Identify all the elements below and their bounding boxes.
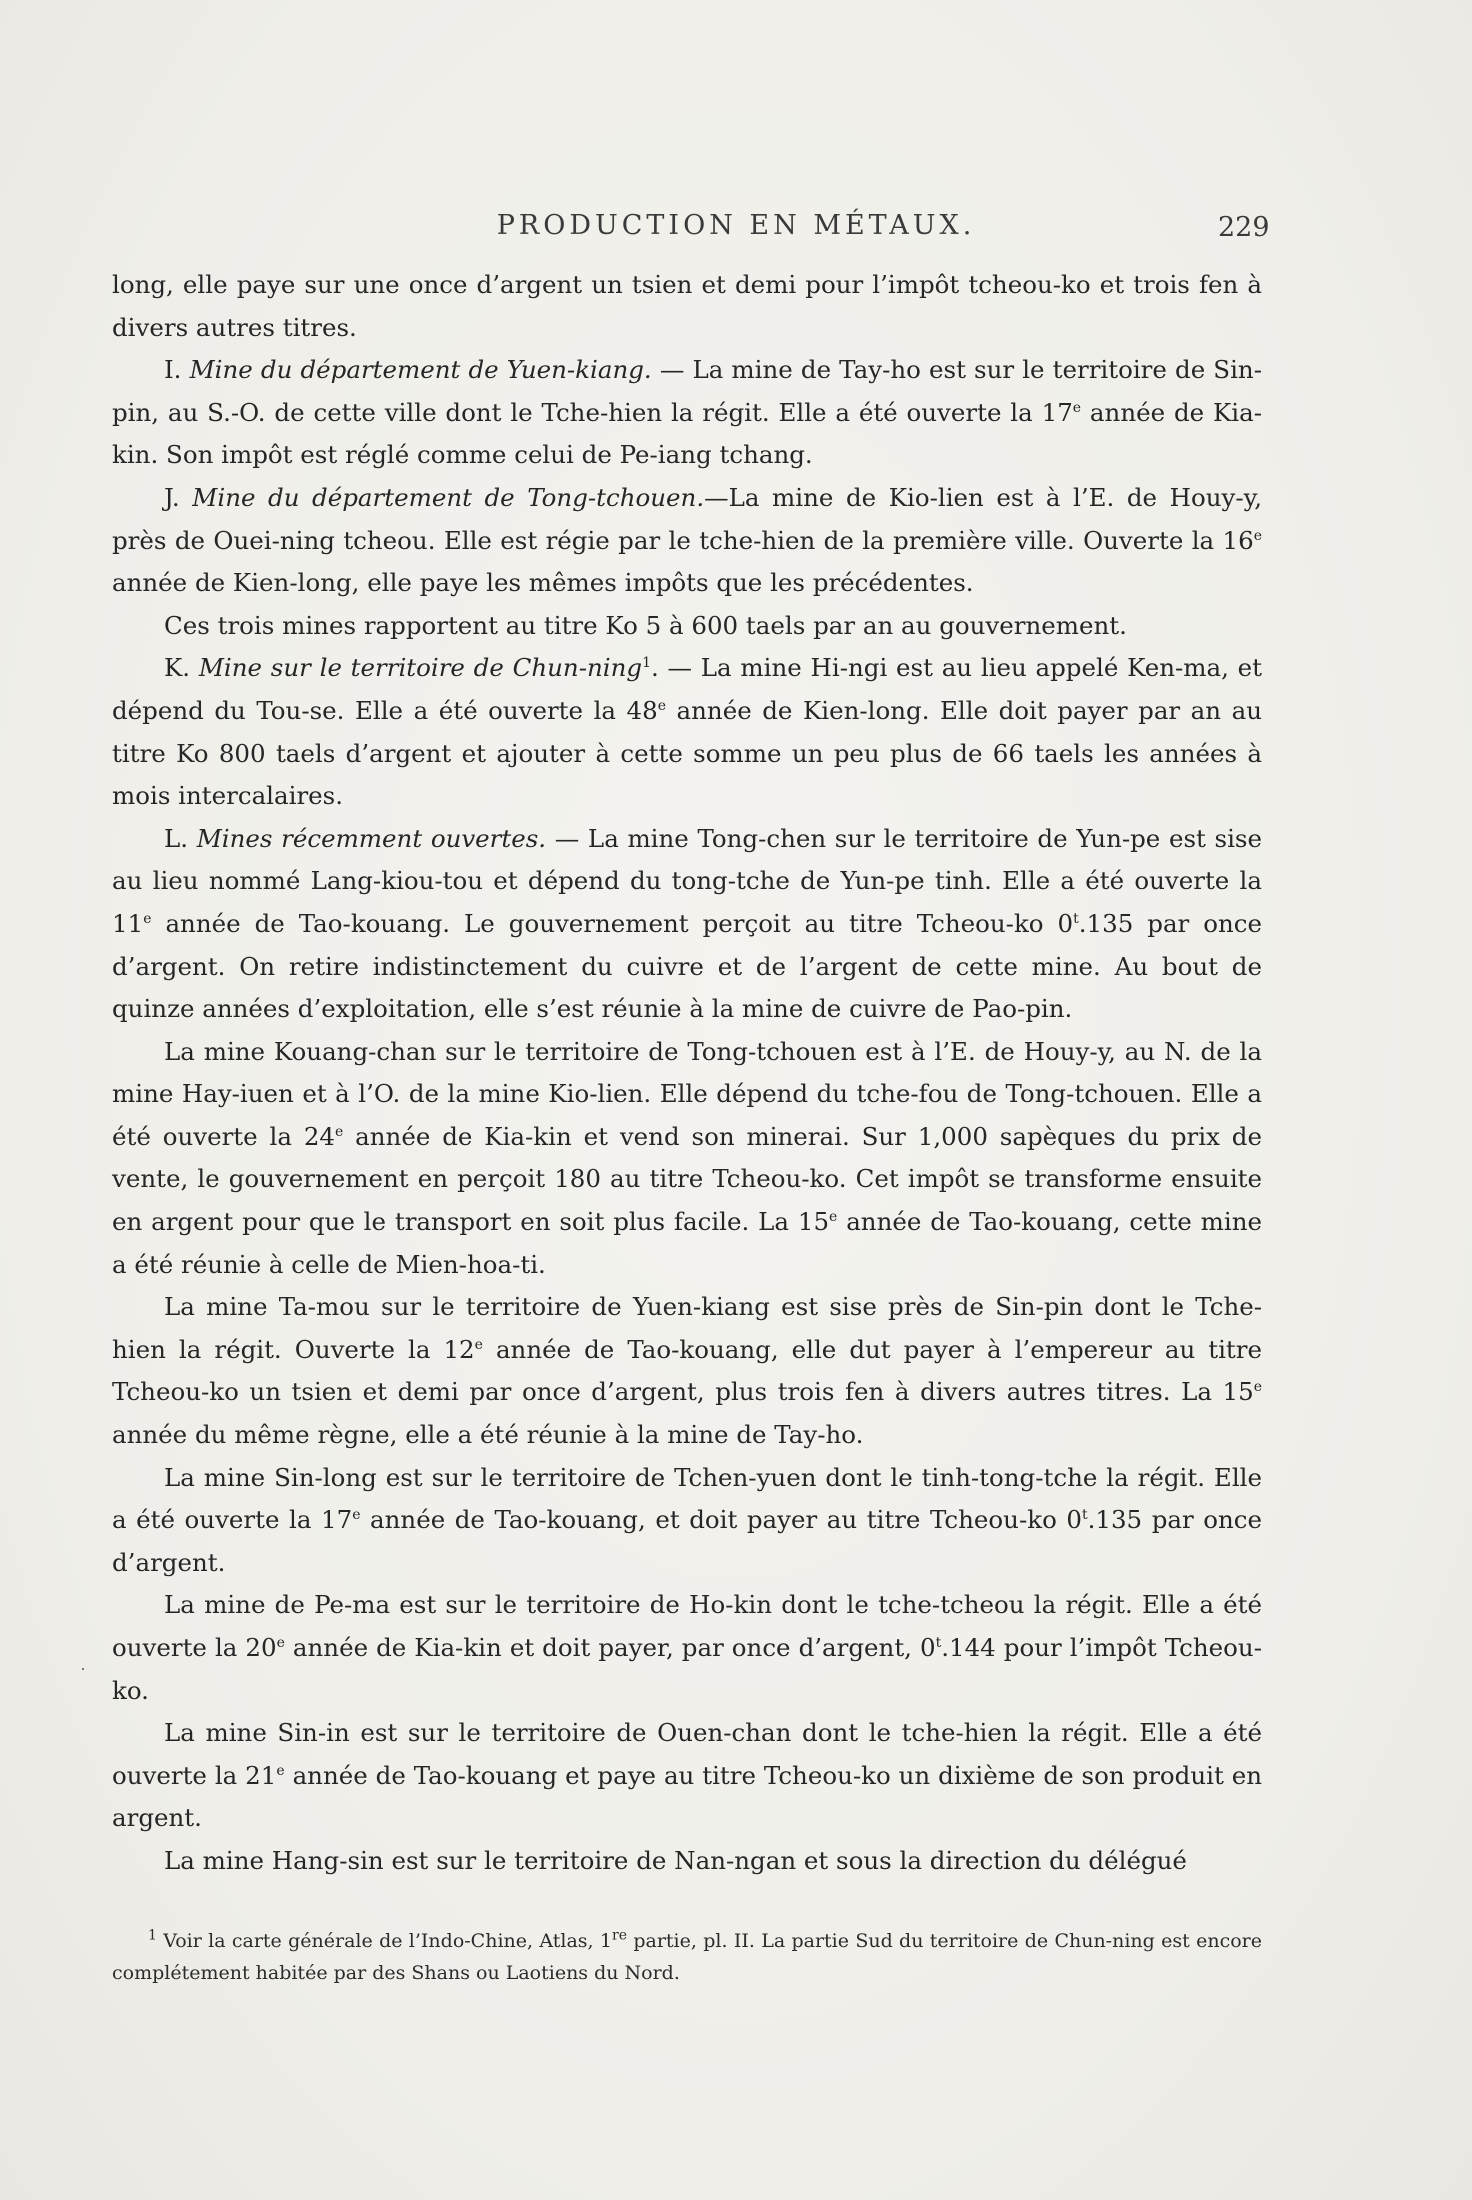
paragraph-text: La mine Tong-chen sur le territoire de Yun-pe est sise au lieu nommé Lang-kiou-tou et dépend du tong-tche de Yun-pe tinh. Elle a été ouverte la 11 xyxy=(112,823,1263,938)
ordinal-superscript: e xyxy=(1253,527,1262,544)
ordinal-superscript: e xyxy=(1253,1379,1262,1396)
paragraph-text: La mine Hi-ngi est au lieu appelé Ken-ma, et dépend du Tou-se. Elle a été ouverte la 48 xyxy=(112,653,1262,725)
paragraph xyxy=(112,1840,1262,1883)
section-title: Mine sur le territoire de Chun-ning xyxy=(198,653,643,683)
footnote-text: Voir la carte générale de l’Indo-Chine, Atlas, 1 xyxy=(156,1930,613,1952)
ordinal-superscript: e xyxy=(352,1507,361,1524)
paragraph-text: année de Kia-kin. Son impôt est réglé comme celui de Pe-iang tchang. xyxy=(112,397,1262,470)
ordinal-superscript: e xyxy=(829,1208,838,1225)
paragraph xyxy=(112,1712,1262,1840)
paragraph xyxy=(112,1286,1262,1456)
footnote-marker: 1 xyxy=(148,1927,157,1944)
paragraph-text: année de Kien-long. Elle doit payer par an au titre Ko 800 taels d’argent et ajouter à cette somme un peu plus de 66 taels les années à mois intercalaires. xyxy=(112,695,1262,811)
paragraph-text: long, elle paye sur une once d’argent un tsien et demi pour l’impôt tcheou-ko et trois fen à divers autres titres. xyxy=(112,270,1262,342)
paragraph-text: année de Kia-kin et doit payer, par once d’argent, 0 xyxy=(284,1633,936,1662)
footnote-text: partie, pl. II. La partie Sud du territoire de Chun-ning est encore complétement habitée par des Shans ou Laotiens du Nord. xyxy=(112,1930,1262,1984)
paragraph-text: La mine Sin-long est sur le territoire de Tchen-yuen dont le tinh-tong-tche la régit. Elle a été ouverte la 17 xyxy=(112,1462,1262,1535)
paragraph-text: La mine de Pe-ma est sur le territoire de Ho-kin dont le tche-tcheou la régit. Elle a été ouverte la 20 xyxy=(112,1590,1262,1662)
unit-superscript: t xyxy=(1073,910,1079,927)
running-head xyxy=(0,210,1472,250)
section-j-paragraph xyxy=(112,477,1262,605)
ordinal-superscript: re xyxy=(612,1927,627,1944)
section-separator: — xyxy=(546,823,588,853)
paragraph-text: .144 pour l’impôt Tcheou-ko. xyxy=(112,1633,1262,1705)
footnote-rule xyxy=(112,1912,292,1913)
paragraph-text: année de Tao-kouang et paye au titre Tcheou-ko un dixième de son produit en argent. xyxy=(112,1760,1262,1833)
paragraph-text: .135 par once d’argent. On retire indistinctement du cuivre et de l’argent de cette mine. Au bout de quinze années d’exploitation, elle s’est réunie à la mine de cuivre de Pao-pin. xyxy=(112,908,1262,1024)
paragraph-text: .135 par once d’argent. xyxy=(112,1505,1262,1577)
ordinal-superscript: e xyxy=(276,1762,285,1779)
paragraph-text: année de Tao-kouang. Le gouvernement perçoit au titre Tcheou-ko 0 xyxy=(151,908,1074,938)
paragraph-text: La mine Ta-mou sur le territoire de Yuen-kiang est sise près de Sin-pin dont le Tche-hien la régit. Ouverte la 12 xyxy=(112,1292,1262,1364)
section-separator: . — xyxy=(650,653,701,683)
section-title: Mines récemment ouvertes. xyxy=(196,823,547,853)
ordinal-superscript: e xyxy=(143,910,152,927)
footnote-reference: 1 xyxy=(642,655,651,672)
margin-mark xyxy=(82,1668,84,1670)
paragraph-text: année de Kien-long, elle paye les mêmes impôts que les précédentes. xyxy=(112,568,974,598)
section-separator: — xyxy=(704,482,729,512)
paragraph-text: La mine de Kio-lien est à l’E. de Houy-y, près de Ouei-ning tcheou. Elle est régie par le tche-hien de la première ville. Ouverte la 16 xyxy=(112,482,1262,555)
paragraph-text: La mine Kouang-chan sur le territoire de Tong-tchouen est à l’E. de Houy-y, au N. de la mine Hay-iuen et à l’O. de la mine Kio-lien. Elle dépend du tche-fou de Tong-tchouen. Elle a été ouverte la 24 xyxy=(112,1036,1262,1151)
ordinal-superscript: e xyxy=(1072,399,1082,416)
paragraph xyxy=(112,1031,1262,1287)
section-title: Mine du département de Yuen-kiang. xyxy=(189,355,652,385)
ordinal-superscript: e xyxy=(657,697,667,714)
section-l-paragraph xyxy=(112,818,1262,1031)
section-letter: L. xyxy=(164,823,189,853)
paragraph-text: année du même règne, elle a été réunie à la mine de Tay-ho. xyxy=(112,1420,864,1450)
paragraph xyxy=(112,1584,1262,1712)
section-i-paragraph xyxy=(112,349,1262,477)
paragraph-text: année de Kia-kin et vend son minerai. Sur 1,000 sapèques du prix de vente, le gouvernement en perçoit 180 au titre Tcheou-ko. Cet impôt se transforme ensuite en argent pour que le transport en soit plus facile. La 15 xyxy=(112,1121,1262,1237)
footnote xyxy=(112,1925,1262,1989)
ordinal-superscript: e xyxy=(474,1336,483,1353)
section-title: Mine du département de Tong-tchouen. xyxy=(192,482,705,512)
ordinal-superscript: e xyxy=(335,1123,344,1140)
footnote-paragraph xyxy=(112,1925,1262,1989)
paragraph-continuation xyxy=(112,264,1262,349)
paragraph-text: La mine Hang-sin est sur le territoire de Nan-ngan et sous la direction du délégué xyxy=(164,1845,1187,1875)
section-letter: K. xyxy=(164,653,191,683)
ordinal-superscript: e xyxy=(276,1634,285,1651)
section-k-paragraph xyxy=(112,647,1262,817)
page-number: 229 xyxy=(1218,212,1270,243)
paragraph-text: année de Tao-kouang, elle dut payer à l’empereur au titre Tcheou-ko un tsien et demi par once d’argent, plus trois fen à divers autres titres. La 15 xyxy=(112,1334,1262,1407)
section-separator: — xyxy=(651,355,693,385)
unit-superscript: t xyxy=(935,1634,942,1651)
paragraph-text: La mine de Tay-ho est sur le territoire de Sin-pin, au S.-O. de cette ville dont le Tche-hien la régit. Elle a été ouverte la 17 xyxy=(112,355,1262,427)
section-letter: J. xyxy=(164,482,180,512)
unit-superscript: t xyxy=(1081,1507,1088,1524)
section-letter: I. xyxy=(164,355,182,385)
body-text xyxy=(112,264,1262,1883)
paragraph-text: Ces trois mines rapportent au titre Ko 5 à 600 taels par an au gouvernement. xyxy=(164,610,1127,640)
paragraph xyxy=(112,1457,1262,1585)
running-title: PRODUCTION EN MÉTAUX. xyxy=(496,210,976,241)
paragraph-text: La mine Sin-in est sur le territoire de Ouen-chan dont le tche-hien la régit. Elle a été ouverte la 21 xyxy=(112,1718,1262,1790)
paragraph-text: année de Tao-kouang, cette mine a été réunie à celle de Mien-hoa-ti. xyxy=(112,1207,1262,1279)
paragraph xyxy=(112,605,1262,648)
paragraph-text: année de Tao-kouang, et doit payer au titre Tcheou-ko 0 xyxy=(360,1505,1082,1535)
